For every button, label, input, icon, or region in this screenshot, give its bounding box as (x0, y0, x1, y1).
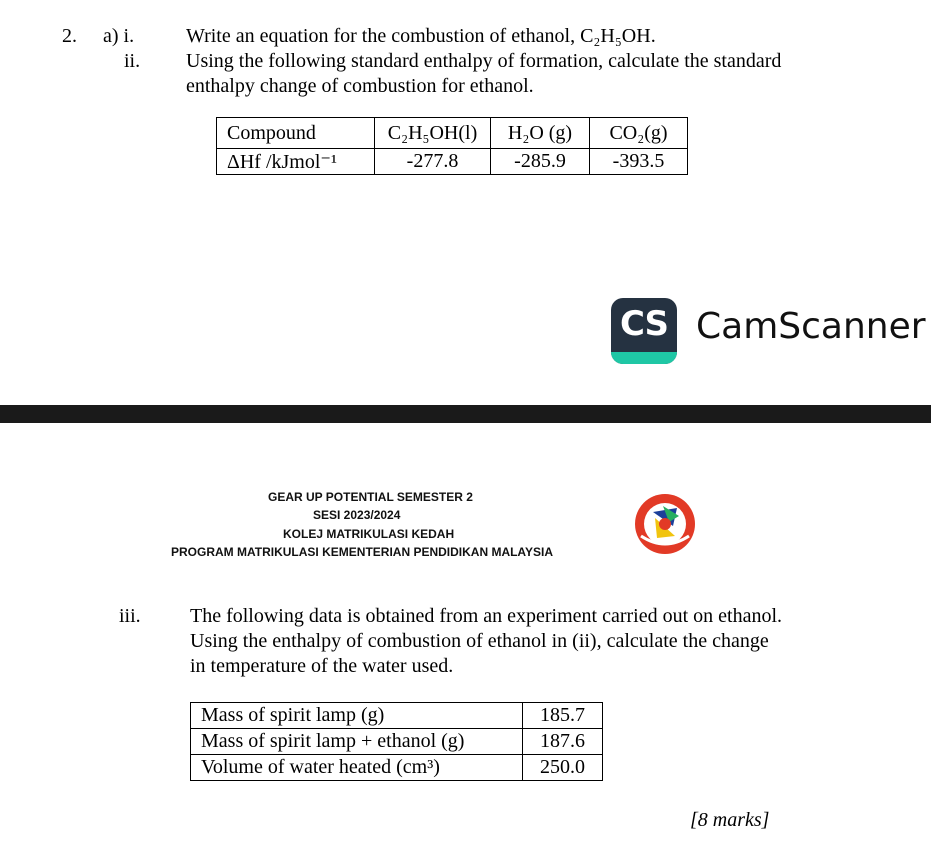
part-a-i-label: a) i. (103, 25, 135, 47)
part-iii-label: iii. (119, 605, 141, 627)
camscanner-logo-icon (611, 298, 677, 364)
college-emblem-icon (633, 492, 697, 556)
logo-accent-bar (611, 352, 677, 364)
value-cell: 187.6 (523, 729, 603, 755)
header-cell: C₂H₅OH(l) (375, 118, 491, 149)
row-label-cell: Volume of water heated (cm³) (191, 755, 523, 781)
value-cell: -277.8 (375, 149, 491, 175)
header-cell: CO₂(g) (590, 118, 688, 149)
value-cell: -393.5 (590, 149, 688, 175)
table-row (217, 149, 688, 175)
row-label-cell: Mass of spirit lamp + ethanol (g) (191, 729, 523, 755)
header-line4: PROGRAM MATRIKULASI KEMENTERIAN PENDIDIKAN MALAYSIA (171, 545, 554, 559)
page-divider (0, 405, 931, 423)
question-a-ii-line2: enthalpy change of combustion for ethanol. (186, 75, 534, 97)
question-iii-line1: The following data is obtained from an experiment carried out on ethanol. (190, 605, 783, 627)
header-line1: GEAR UP POTENTIAL SEMESTER 2 (268, 490, 473, 504)
question-iii-line3: in temperature of the water used. (190, 655, 454, 677)
header-cell: Compound (217, 118, 375, 149)
question-a-i-text: Write an equation for the combustion of ethanol, C₂H₅OH. (186, 25, 656, 47)
experiment-data-table (190, 702, 603, 781)
table-row (191, 755, 603, 781)
header-cell: H₂O (g) (491, 118, 590, 149)
table-row (191, 729, 603, 755)
enthalpy-table (216, 117, 688, 175)
header-line2: SESI 2023/2024 (313, 508, 401, 522)
logo-text: CS (619, 304, 669, 344)
camscanner-brand: CamScanner (696, 306, 926, 347)
marks-label: [8 marks] (690, 809, 770, 831)
question-iii-line2: Using the enthalpy of combustion of ethanol in (ii), calculate the change (190, 630, 769, 652)
part-a-ii-label: ii. (124, 50, 141, 72)
header-line3: KOLEJ MATRIKULASI KEDAH (283, 527, 455, 541)
question-number: 2. (62, 25, 77, 47)
row-label-cell: ΔHf /kJmol⁻¹ (217, 149, 375, 175)
value-cell: 185.7 (523, 703, 603, 729)
table-row (191, 703, 603, 729)
question-a-ii-line1: Using the following standard enthalpy of formation, calculate the standard (186, 50, 782, 72)
table-row (217, 118, 688, 149)
value-cell: 250.0 (523, 755, 603, 781)
row-label-cell: Mass of spirit lamp (g) (191, 703, 523, 729)
value-cell: -285.9 (491, 149, 590, 175)
